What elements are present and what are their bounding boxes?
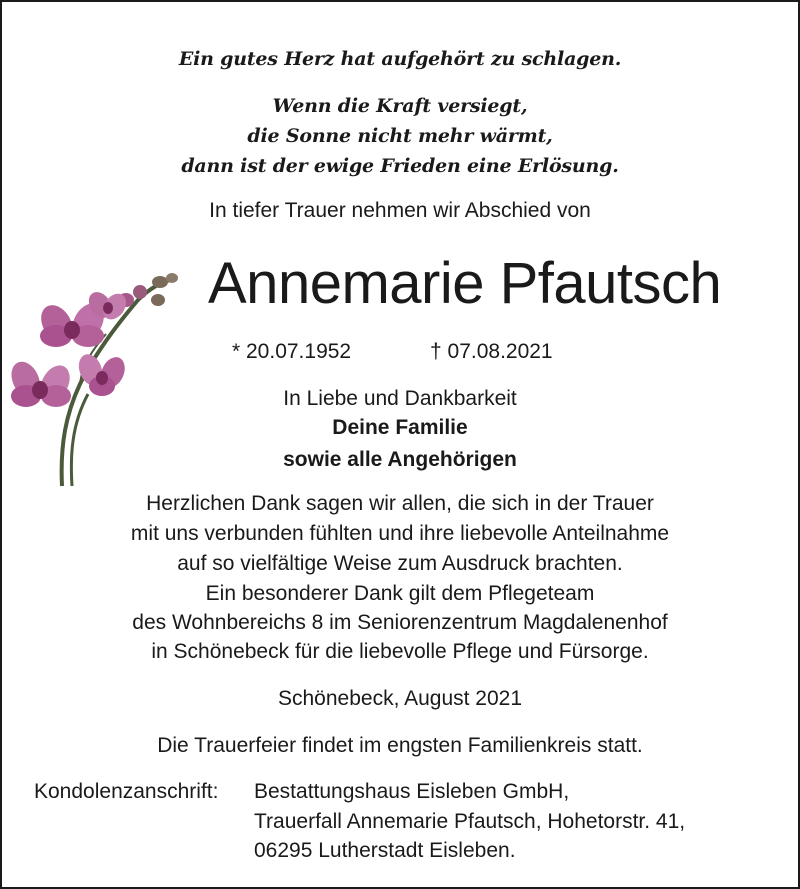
thanks-line-6: in Schönebeck für die liebevolle Pflege und Fürsorge.	[151, 640, 649, 663]
verse-line-4: dann ist der ewige Frieden eine Erlösung.	[181, 155, 619, 177]
thanks-line-4: Ein besonderer Dank gilt dem Pflegeteam	[205, 582, 595, 605]
deceased-name: Annemarie Pfautsch	[208, 251, 722, 316]
verse-line-1: Ein gutes Herz hat aufgehört zu schlagen.	[178, 48, 622, 70]
thanks-line-5: des Wohnbereichs 8 im Seniorenzentrum Magdalenenhof	[132, 611, 668, 634]
intro-text: In tiefer Trauer nehmen wir Abschied von	[209, 199, 591, 222]
condolence-label: Kondolenzanschrift:	[34, 780, 219, 803]
place-date: Schönebeck, August 2021	[277, 687, 523, 710]
ceremony-note: Die Trauerfeier findet im engsten Familienkreis statt.	[157, 734, 643, 757]
thanks-line-1: Herzlichen Dank sagen wir allen, die sich in der Trauer	[146, 492, 654, 515]
thanks-line-2: mit uns verbunden fühlten und ihre liebevolle Anteilnahme	[130, 522, 670, 545]
birth-date: * 20.07.1952	[232, 340, 352, 363]
condolence-address-line-2: Trauerfall Annemarie Pfautsch, Hohetorstr. 41,	[254, 810, 686, 833]
condolence-address-line-3: 06295 Lutherstadt Eisleben.	[254, 839, 516, 862]
condolence-address-line-1: Bestattungshaus Eisleben GmbH,	[254, 780, 570, 803]
closing-line-1: In Liebe und Dankbarkeit	[283, 387, 517, 410]
verse-line-2: Wenn die Kraft versiegt,	[272, 95, 528, 117]
thanks-line-3: auf so vielfältige Weise zum Ausdruck brachten.	[177, 552, 623, 575]
death-date: † 07.08.2021	[430, 340, 553, 363]
closing-family: Deine Familie	[332, 416, 468, 439]
closing-relatives: sowie alle Angehörigen	[283, 448, 517, 471]
verse-line-3: die Sonne nicht mehr wärmt,	[247, 125, 553, 147]
